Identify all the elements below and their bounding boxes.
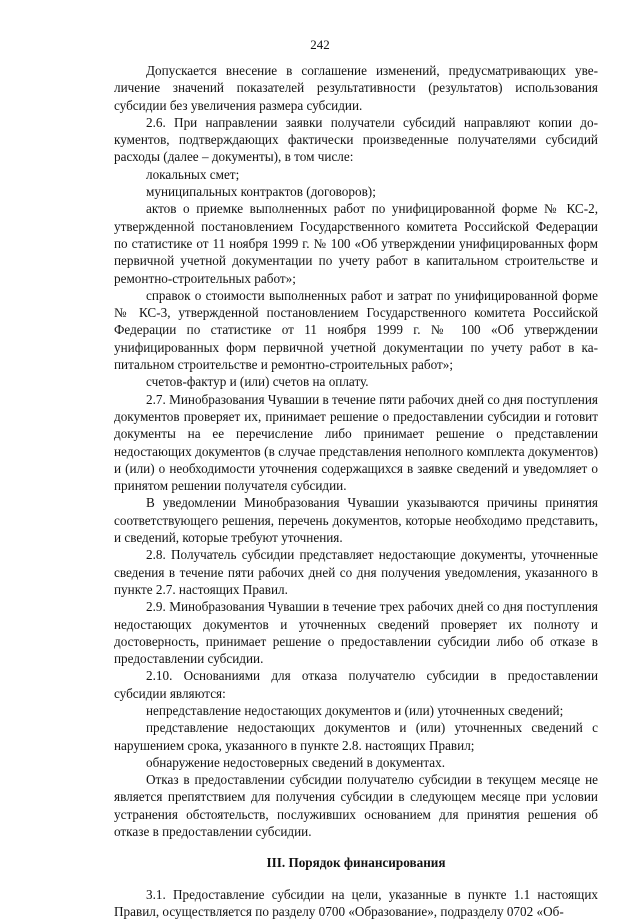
list-item: представление недостающих документов и (или) уточненных сведений с нарушением срока, указанного в пункте 2.8. настоящих Правил; (114, 720, 598, 753)
list-item: обнаружение недостоверных сведений в документах. (146, 754, 446, 770)
paragraph: 2.8. Получатель субсидии представляет недостающие документы, уточненные сведения в течение пяти рабочих дней со дня получения уведомления, указанного в пункте 2.7. настоящих Правил. (114, 547, 598, 597)
paragraph: В уведомлении Минобразования Чувашии указываются причины принятия соответствующего решения, перечень документов, которые необходимо представить, и сведений, которые требуют уточнения. (114, 495, 598, 546)
list-item: счетов-фактур и (или) счетов на оплату. (146, 374, 369, 390)
section-heading: III. Порядок финансирования (266, 855, 446, 871)
paragraph: 2.9. Минобразования Чувашии в течение трех рабочих дней со дня поступления недостающих документов и уточненных сведений проверяет их полноту и достоверность, принимает решение о предоставлении субсидии либо об отказе в предоставлении субсидии. (114, 599, 598, 667)
paragraph: 2.10. Основаниями для отказа получателю субсидии в предоставлении субсидии являются: (114, 668, 598, 701)
list-item: локальных смет; (146, 166, 240, 182)
list-item: актов о приемке выполненных работ по унифицированной форме № КС-2, утвержденной постановлением Государственного комитета Российской Федерации по статистике от 11 ноября 1999 г. № 100 «Об утверждении унифицированных форм первичной учетной документации по учету работ в капитальном строительстве и ремонтно-строительных работ»; (114, 201, 598, 286)
paragraph: 3.1. Предоставление субсидии на цели, указанные в пункте 1.1 настоящих Правил, осуществляется по разделу 0700 «Образование», подразделу 0702 «Об- (114, 886, 598, 919)
list-item: муниципальных контрактов (договоров); (146, 184, 376, 200)
list-item: непредставление недостающих документов и (или) уточненных сведений; (146, 702, 564, 718)
list-item: справок о стоимости выполненных работ и затрат по унифицированной форме № КС-3, утвержденной постановлением Государственного комитета Российской Федерации по статистике от 11 ноября 1999 г. № 100 «Об утверждении унифицированных форм первичной учетной документации по учету работ в капитальном строительстве и ремонтно-строительных работ»; (114, 287, 598, 373)
document-body (114, 62, 598, 920)
paragraph: Допускается внесение в соглашение изменений, предусматривающих увеличение значений показателей результативности (результатов) использования субсидии без увеличения размера субсидии. (114, 63, 598, 113)
paragraph: Отказ в предоставлении субсидии получателю субсидии в текущем месяце не является препятствием для получения субсидии в следующем месяце при условии устранения обстоятельств, послуживших основанием для принятия решения об отказе в предоставлении субсидии. (114, 772, 598, 840)
page-number: 242 (310, 37, 330, 52)
paragraph: 2.7. Минобразования Чувашии в течение пяти рабочих дней со дня поступления документов проверяет их, принимает решение о предоставлении субсидии и готовит документы на ее перечисление либо принимает решение о представлении недостающих документов (в случае представления неполного комплекта документов) и (или) о необходимости уточнения содержащихся в заявке сведений и уведомляет о принятом решении получателя субсидии. (114, 391, 598, 494)
paragraph: 2.6. При направлении заявки получатели субсидий направляют копии документов, подтверждающих фактически произведенные получателями субсидий расходы (далее – документы), в том числе: (114, 114, 598, 165)
